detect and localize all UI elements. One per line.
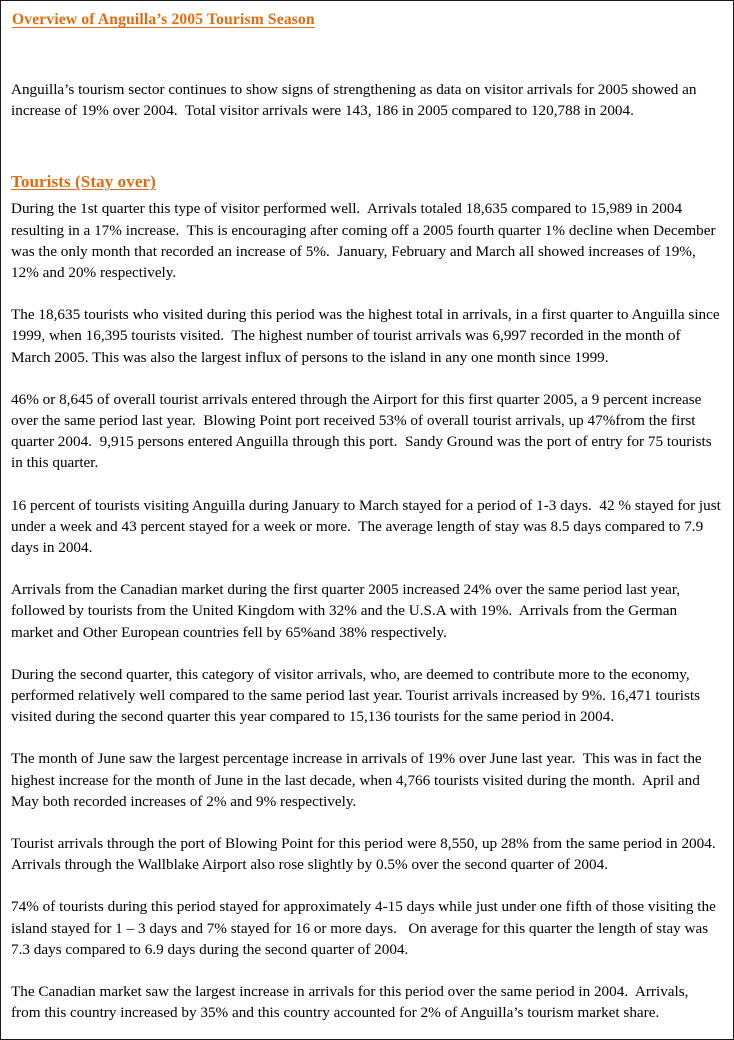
document-title-row xyxy=(12,10,721,32)
paragraph-ports-of-entry-q1: 46% or 8,645 of overall tourist arrivals entered through the Airport for this first quarter 2005, a 9 percent increase over the same period last year. Blowing Point port received 53% of overall tourist arrivals, up 47%from the first quarter 2004. 9,915 persons entered Anguilla through this port. Sandy Ground was the port of entry for 75 tourists in this quarter. xyxy=(11,390,716,472)
title-spacer xyxy=(11,32,721,79)
document-content xyxy=(1,1,733,1024)
paragraph-june-increase: The month of June saw the largest percentage increase in arrivals of 19% over June last year. This was in fact the highest increase for the month of June in the last decade, when 4,766 tourists visited during the month. April and May both recorded increases of 2% and 9% respectively. xyxy=(11,750,706,810)
paragraph-q1-performance: During the 1st quarter this type of visitor performed well. Arrivals totaled 18,635 compared to 15,989 in 2004 resulting in a 17% increase. This is encouraging after coming off a 2005 fourth quarter 1% decline when December was the only month that recorded an increase of 5%. January, February and March all showed increases of 19%, 12% and 20% respectively. xyxy=(11,200,720,282)
paragraph-gap xyxy=(11,727,721,748)
paragraph-source-markets-q1: Arrivals from the Canadian market during the first quarter 2005 increased 24% over the same period last year, followed by tourists from the United Kingdom with 32% and the U.S.A with 19%. Arrivals from the German market and Other European countries fell by 65%and 38% respectively. xyxy=(11,581,684,641)
paragraph-gap xyxy=(11,875,721,896)
paragraph-canadian-market-q2: The Canadian market saw the largest increase in arrivals for this period over the same period in 2004. Arrivals, from this country increased by 35% and this country accounted for 2% of Anguilla’s tourism market share. xyxy=(11,983,693,1022)
paragraph-q2-performance: During the second quarter, this category of visitor arrivals, who, are deemed to contribute more to the economy, performed relatively well compared to the same period last year. Tourist arrivals increased by 9%. 16,471 tourists visited during the second quarter this year compared to 15,136 tourists for the same period in 2004. xyxy=(11,665,704,726)
paragraph-gap xyxy=(11,558,721,579)
paragraph-length-of-stay-q1: 16 percent of tourists visiting Anguilla during January to March stayed for a period of 1-3 days. 42 % stayed for just under a week and 43 percent stayed for a week or more. The average length of stay was 8.5 days compared to 7.9 days in 2004. xyxy=(11,496,725,557)
paragraph-gap xyxy=(11,960,721,981)
paragraph-gap xyxy=(11,368,721,389)
paragraph-gap xyxy=(11,643,721,664)
intro-paragraph: Anguilla’s tourism sector continues to show signs of strengthening as data on visitor arrivals for 2005 showed an increase of 19% over 2004. Total visitor arrivals were 143, 186 in 2005 compared to 120,788 in 2004. xyxy=(11,81,701,120)
paragraph-gap xyxy=(11,283,721,304)
paragraph-highest-total: The 18,635 tourists who visited during this period was the highest total in arrivals, in a first quarter to Anguilla since 1999, when 16,395 tourists visited. The highest number of tourist arrivals was 6,997 recorded in the month of March 2005. This was also the largest influx of persons to the island in any one month since 1999. xyxy=(11,306,724,366)
paragraph-gap xyxy=(11,474,721,495)
section-heading-tourists: Tourists (Stay over) xyxy=(11,172,156,192)
page-title: Overview of Anguilla’s 2005 Tourism Season xyxy=(12,11,315,28)
paragraph-length-of-stay-q2: 74% of tourists during this period stayed for approximately 4-15 days while just under one fifth of those visiting the island stayed for 1 – 3 days and 7% stayed for 16 or more days. On average for this quarter the length of stay was 7.3 days compared to 6.9 days during the second quarter of 2004. xyxy=(11,898,720,958)
section-heading-row xyxy=(11,171,721,192)
section-spacer xyxy=(11,121,721,171)
paragraph-gap xyxy=(11,812,721,833)
paragraph-ports-of-entry-q2: Tourist arrivals through the port of Blowing Point for this period were 8,550, up 28% from the same period in 2004. Arrivals through the Wallblake Airport also rose slightly by 0.5% over the second quarter of 2004. xyxy=(11,835,723,874)
